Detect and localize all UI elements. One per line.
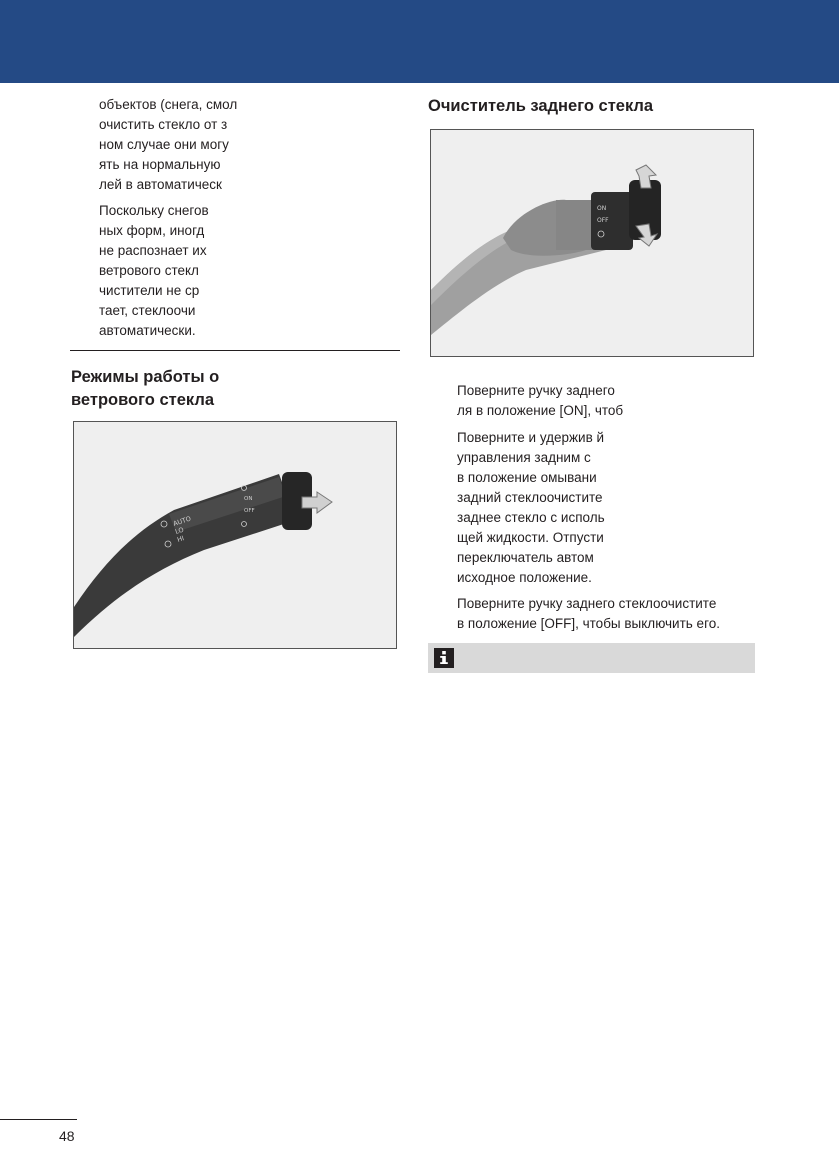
header-bar [0,0,839,83]
body-text-line: объектов (снега, смол [99,97,238,112]
body-text-line: в положение омывани [457,470,597,485]
figure-label: LO [174,525,185,536]
body-text-line: не распознает их [99,243,207,258]
section-title: ветрового стекла [71,391,214,409]
body-text-line: ных форм, иногд [99,223,205,238]
body-text-line: Поскольку снегов [99,203,209,218]
figure-label: OFF [597,217,609,224]
body-text-line: исходное положение. [457,570,592,585]
section-title: Режимы работы о [71,368,220,386]
body-text-line: задний стеклоочистите [457,490,603,505]
body-text-line: в положение [OFF], чтобы выключить его. [457,616,720,631]
body-text-line: Поверните ручку заднего стеклоочистите [457,596,717,611]
info-icon [434,648,454,668]
figure-label: HI [176,534,186,544]
section-title: Очиститель заднего стекла [428,97,654,115]
body-text-line: ля в положение [ON], чтоб [457,403,624,418]
body-text-line: переключатель автом [457,550,594,565]
figure-label: OFF [244,508,255,514]
body-text-line: ном случае они могу [99,137,229,152]
body-text-line: заднее стекло с исполь [457,510,605,525]
page-number: 48 [59,1128,75,1144]
footer-rule [0,1119,77,1120]
figure-label: AUTO [172,514,193,528]
figure-label: ON [244,496,253,502]
body-text-line: лей в автоматическ [99,177,222,192]
body-text-line: тает, стеклоочи [99,303,196,318]
body-text-line: ветрового стекл [99,263,199,278]
body-text-line: щей жидкости. Отпусти [457,530,604,545]
rear-wiper-figure [430,129,754,357]
section-divider [70,350,400,351]
wiper-stalk-figure [73,421,397,649]
body-text-line: автоматически. [99,323,196,338]
info-note-bar [428,643,755,673]
body-text-line: ять на нормальную [99,157,221,172]
body-text-line: управления задним с [457,450,591,465]
figure-label: ON [597,205,607,212]
body-text-line: очистить стекло от з [99,117,228,132]
body-text-line: Поверните ручку заднего [457,383,615,398]
body-text-line: Поверните и удержив й [457,430,605,445]
body-text-line: чистители не ср [99,283,200,298]
